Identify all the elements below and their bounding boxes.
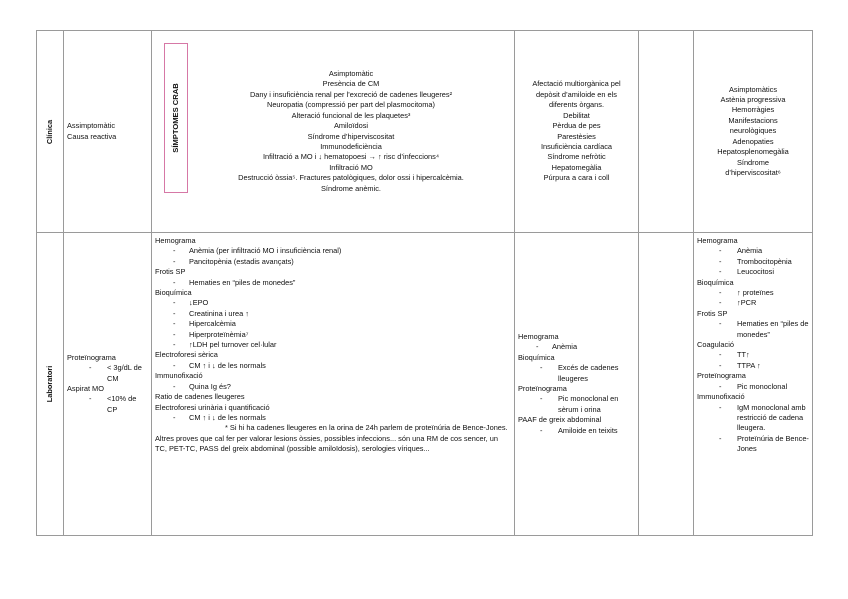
list-item: - <10% de CP (67, 394, 148, 415)
crab-label: SÍMPTOMES CRAB (170, 83, 180, 153)
clinica-col5-line: neurològiques (729, 126, 777, 136)
clinica-col3-line: Afectació multiorgànica pel (532, 79, 621, 89)
lab-heading: PAAF de greix abdominal (518, 415, 602, 425)
clinica-col2 (152, 31, 515, 233)
lab-heading: Bioquímica (697, 277, 734, 287)
clinica-col5 (694, 31, 813, 233)
lab-heading: Immunofixació (155, 371, 203, 381)
symptom-line: Neuropatia (compressió per part del plasmocitoma) (266, 100, 435, 110)
lab-list (67, 394, 148, 415)
lab-list (155, 382, 511, 392)
lab-list (697, 246, 809, 277)
lab-heading: Hemograma (518, 331, 559, 341)
lab-list (155, 413, 511, 423)
other-tests-paragraph: Altres proves que cal fer per valorar lesions òssies, possibles infeccions... són una RM de cos sencer, un TC, PET-TC, PASS del greix abdominal (possible amiloïdosis), serologies víriques... (155, 433, 499, 454)
list-item: - Anèmia (per infiltració MO i insuficiència renal) (155, 246, 511, 256)
lab-col5 (694, 233, 813, 536)
lab-col2 (152, 233, 515, 536)
clinica-col4-empty (639, 31, 694, 233)
crab-symptoms-list (191, 69, 511, 194)
row-laboratori (37, 233, 813, 536)
list-item: - ↑ proteïnes (697, 288, 809, 298)
clinica-col5-line: d’hiperviscositat⁶ (725, 167, 781, 177)
lab-heading: Electroforesi sèrica (155, 350, 218, 360)
lab-list (155, 246, 511, 267)
list-item: - ↑LDH pel turnover cel·lular (155, 340, 511, 350)
row-label-laboratori: Laboratori (37, 233, 64, 536)
lab-heading: Proteïnograma (67, 352, 116, 362)
lab-list (697, 319, 809, 340)
list-item: - Hematies en “piles de monedes” (155, 278, 511, 288)
lab-col4-empty (639, 233, 694, 536)
list-item: - Excés de cadenes lleugeres (518, 363, 635, 384)
clinica-col5-line: Asimptomàtics (728, 84, 778, 94)
list-item: - Creatinina i urea ↑ (155, 309, 511, 319)
lab-list (518, 394, 635, 415)
lab-heading: Immunofixació (697, 392, 745, 402)
clinica-col3-line: Parestèsies (557, 131, 596, 141)
symptom-line: Síndrome d’hiperviscositat (307, 131, 395, 141)
lab-list (518, 342, 635, 352)
list-item: - CM ↑ i ↓ de les normals (155, 361, 511, 371)
clinica-col3-line: Debilitat (563, 110, 590, 120)
list-item: - Hipercalcèmia (155, 319, 511, 329)
lab-heading: Ratio de cadenes lleugeres (155, 392, 245, 402)
crab-box (164, 43, 188, 193)
lab-heading: Bioquímica (155, 288, 192, 298)
list-item: - Anèmia (697, 246, 809, 256)
clinica-col5-line: Astènia progressiva (720, 95, 786, 105)
lab-list (155, 298, 511, 350)
clinica-col3 (515, 31, 639, 233)
lab-list (697, 288, 809, 309)
lab-list (67, 363, 148, 384)
lab-heading: Hemograma (697, 236, 738, 245)
symptom-line: Síndrome anèmic. (321, 183, 381, 193)
list-item: - Amiloide en teixits (518, 426, 635, 436)
list-item: - Quina Ig és? (155, 382, 511, 392)
clinica-col3-line: Insuficiència cardíaca (540, 141, 613, 151)
symptom-line: Immunodeficiència (320, 141, 382, 151)
symptom-line: Amiloïdosi (333, 121, 369, 131)
lab-list (155, 278, 511, 288)
clinica-col3-line: Hepatomegàlia (551, 162, 602, 172)
lab-list (518, 363, 635, 384)
list-item: - Pancitopènia (estadis avançats) (155, 257, 511, 267)
clinica-col1-line: Assimptomàtic (67, 121, 116, 131)
list-item: - IgM monoclonal amb restricció de cadena lleugera. (697, 403, 809, 434)
clinica-col5-line: Adenopaties (732, 136, 774, 146)
clinica-col5-line: Síndrome (736, 157, 770, 167)
list-item: - TT↑ (697, 350, 809, 360)
lab-heading: Bioquímica (518, 352, 555, 362)
clinica-col5-line: Hepatosplenomegàlia (717, 147, 789, 157)
lab-list (697, 403, 809, 455)
symptom-line: Dany i insuficiència renal per l’excreció de cadenes lleugeres² (249, 89, 453, 99)
clinica-col1 (64, 31, 152, 233)
list-item: - Hiperproteïnèmia⁷ (155, 330, 511, 340)
list-item: - TTPA ↑ (697, 361, 809, 371)
symptom-line: Infiltració a MO i ↓ hematopoesi → ↑ risc d’infeccions⁴ (262, 152, 440, 162)
list-item: - ↓EPO (155, 298, 511, 308)
list-item: - < 3g/dL de CM (67, 363, 148, 384)
symptom-line: Destrucció òssia⁵. Fractures patològiques, dolor ossi i hipercalcèmia. (238, 173, 464, 183)
lab-heading: Proteïnograma (518, 384, 567, 393)
list-item: - Proteïnúria de Bence-Jones (697, 434, 809, 455)
bence-jones-note: * Si hi ha cadenes lleugeres en la orina de 24h parlem de proteïnúria de Bence-Jones. (225, 423, 508, 433)
clinica-col3-line: Síndrome nefròtic (547, 152, 606, 162)
symptom-line: Alteració funcional de les plaquetes³ (291, 110, 411, 120)
lab-heading: Hemograma (155, 236, 196, 245)
list-item: - Anèmia (518, 342, 635, 352)
clinica-col3-line: Pèrdua de pes (552, 121, 601, 131)
list-item: - Trombocitopènia (697, 257, 809, 267)
lab-heading: Frotis SP (697, 308, 728, 318)
list-item: - CM ↑ i ↓ de les normals (155, 413, 511, 423)
symptom-line: Asimptomàtic (328, 69, 374, 79)
clinica-col3-line: depòsit d’amiloide en els (536, 89, 617, 99)
clinica-col3-line: Púrpura a cara i coll (543, 173, 610, 183)
lab-list (697, 350, 809, 371)
lab-col3 (515, 233, 639, 536)
clinica-col5-line: Manifestacions (728, 115, 778, 125)
lab-list (155, 361, 511, 371)
list-item: - Pic monoclonal en sèrum i orina (518, 394, 635, 415)
comparison-table (36, 30, 813, 536)
clinica-col3-line: diferents òrgans. (548, 100, 605, 110)
symptom-line: Presència de CM (322, 79, 380, 89)
lab-heading: Frotis SP (155, 267, 186, 277)
lab-col1 (64, 233, 152, 536)
list-item: - Hematies en “piles de monedes” (697, 319, 809, 340)
clinica-col1-line: Causa reactiva (67, 131, 117, 141)
row-clinica (37, 31, 813, 233)
symptom-line: Infiltració MO (329, 162, 373, 172)
list-item: - Pic monoclonal (697, 382, 809, 392)
lab-heading: Coagulació (697, 340, 734, 350)
lab-list (518, 426, 635, 436)
lab-heading: Aspirat MO (67, 384, 104, 393)
lab-list (697, 382, 809, 392)
list-item: - Leucocitosi (697, 267, 809, 277)
row-label-clinica: Clínica (37, 31, 64, 233)
list-item: - ↑PCR (697, 298, 809, 308)
lab-heading: Proteïnograma (697, 371, 746, 381)
lab-heading: Electroforesi urinària i quantificació (155, 402, 270, 412)
clinica-col5-line: Hemorràgies (731, 105, 775, 115)
